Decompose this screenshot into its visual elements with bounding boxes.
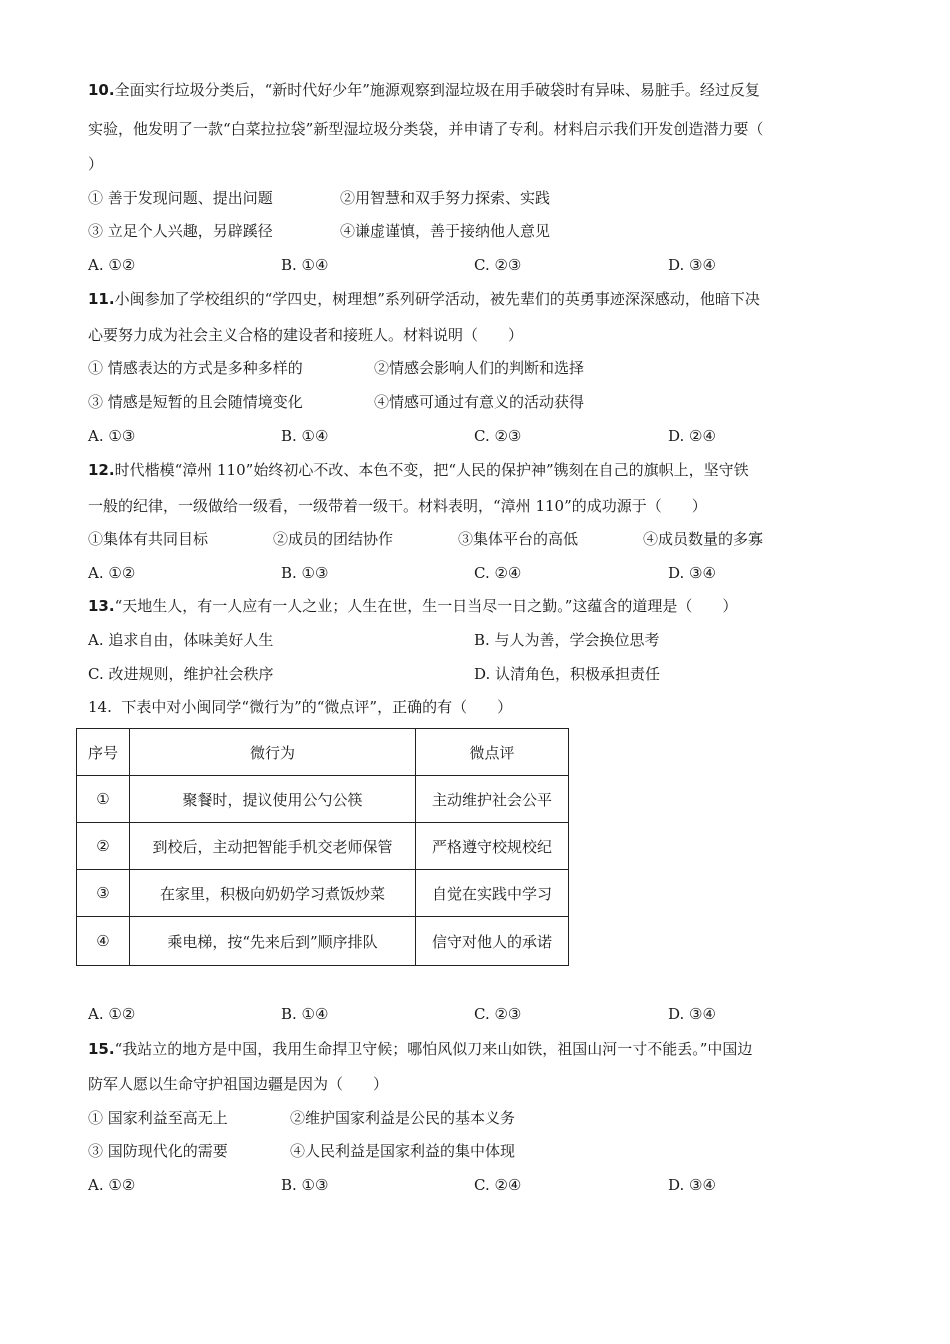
choice-a: A. ①②: [88, 1005, 136, 1023]
table-cell: 自觉在实践中学习: [416, 870, 569, 917]
statement-4: ④情感可通过有意义的活动获得: [374, 393, 585, 411]
choice-a: A. ①②: [88, 1176, 136, 1194]
choice-d: D. ③④: [668, 256, 716, 274]
choice-c: C. 改进规则，维护社会秩序: [88, 665, 274, 683]
choice-d: D. ②④: [668, 427, 716, 445]
table-cell: 到校后，主动把智能手机交老师保管: [130, 823, 416, 870]
statement-3: ③ 情感是短暂的且会随情境变化: [88, 393, 303, 411]
question-number: 14.: [88, 698, 112, 716]
statement-1: ①集体有共同目标: [88, 530, 209, 548]
table-row: [77, 870, 569, 917]
statement-3: ③集体平台的高低: [458, 530, 579, 548]
statement-4: ④人民利益是国家利益的集中体现: [290, 1142, 516, 1160]
table-row: [77, 917, 569, 966]
choice-d: D. ③④: [668, 564, 716, 582]
statement-2: ②维护国家利益是公民的基本义务: [290, 1109, 516, 1127]
choice-b: B. ①③: [281, 1176, 329, 1194]
question-11-stem-line-2: 心要努力成为社会主义合格的建设者和接班人。材料说明（ ）: [88, 326, 524, 344]
question-10-stem-line-3: ）: [88, 155, 104, 173]
choice-a: A. 追求自由，体味美好人生: [88, 631, 274, 649]
table-header-cell: 微点评: [416, 729, 569, 776]
table-cell: 严格遵守校规校纪: [416, 823, 569, 870]
statement-1: ① 情感表达的方式是多种多样的: [88, 359, 303, 377]
micro-behavior-table: [76, 728, 569, 966]
choice-b: B. ①④: [281, 1005, 329, 1023]
choice-b: B. ①③: [281, 564, 329, 582]
choice-c: C. ②④: [474, 1176, 522, 1194]
question-number: 15.: [88, 1040, 115, 1058]
question-15-stem-line-1: 15.“我站立的地方是中国，我用生命捍卫守候；哪怕风似刀来山如铁，祖国山河一寸不能丢。”中国边: [88, 1040, 753, 1058]
table-cell: 在家里，积极向奶奶学习煮饭炒菜: [130, 870, 416, 917]
question-number: 13.: [88, 597, 115, 615]
table-row: [77, 823, 569, 870]
table-cell: 主动维护社会公平: [416, 776, 569, 823]
statement-1: ① 国家利益至高无上: [88, 1109, 228, 1127]
table-cell: ②: [77, 823, 130, 870]
table-header-cell: 序号: [77, 729, 130, 776]
statement-2: ②用智慧和双手努力探索、实践: [340, 189, 551, 207]
statement-4: ④成员数量的多寡: [643, 530, 764, 548]
table-header-row: [77, 729, 569, 776]
choice-d: D. ③④: [668, 1005, 716, 1023]
choice-b: B. ①④: [281, 427, 329, 445]
question-15-stem-line-2: 防军人愿以生命守护祖国边疆是因为（ ）: [88, 1075, 389, 1093]
question-12-stem-line-2: 一般的纪律，一级做给一级看，一级带着一级干。材料表明，“漳州 110”的成功源于（ ）: [88, 497, 707, 515]
question-13-stem-line-1: 13.“天地生人，有一人应有一人之业；人生在世，生一日当尽一日之勤。”这蕴含的道理是（ ）: [88, 597, 738, 615]
choice-b: B. 与人为善，学会换位思考: [474, 631, 660, 649]
statement-3: ③ 国防现代化的需要: [88, 1142, 228, 1160]
statement-2: ②情感会影响人们的判断和选择: [374, 359, 585, 377]
statement-1: ① 善于发现问题、提出问题: [88, 189, 273, 207]
question-11-stem-line-1: 11.小闽参加了学校组织的“学四史，树理想”系列研学活动，被先辈们的英勇事迹深深感动，他暗下决: [88, 290, 760, 308]
table-cell: ③: [77, 870, 130, 917]
question-number: 12.: [88, 461, 115, 479]
choice-c: C. ②③: [474, 256, 522, 274]
table-cell: ④: [77, 917, 130, 966]
choice-a: A. ①②: [88, 564, 136, 582]
table-cell: 信守对他人的承诺: [416, 917, 569, 966]
table-cell: 乘电梯，按“先来后到”顺序排队: [130, 917, 416, 966]
question-12-stem-line-1: 12.时代楷模“漳州 110”始终初心不改、本色不变，把“人民的保护神”镌刻在自己的旗帜上，坚守铁: [88, 461, 749, 479]
table-cell: 聚餐时，提议使用公勺公筷: [130, 776, 416, 823]
table-cell: ①: [77, 776, 130, 823]
choice-c: C. ②③: [474, 427, 522, 445]
choice-b: B. ①④: [281, 256, 329, 274]
statement-3: ③ 立足个人兴趣，另辟蹊径: [88, 222, 273, 240]
question-10-stem-line-1: 10.全面实行垃圾分类后，“新时代好少年”施源观察到湿垃圾在用手破袋时有异味、易脏手。经过反复: [88, 81, 760, 99]
statement-2: ②成员的团结协作: [273, 530, 394, 548]
choice-a: A. ①③: [88, 427, 136, 445]
choice-c: C. ②③: [474, 1005, 522, 1023]
choice-d: D. ③④: [668, 1176, 716, 1194]
table-row: [77, 776, 569, 823]
table-header-cell: 微行为: [130, 729, 416, 776]
choice-a: A. ①②: [88, 256, 136, 274]
choice-d: D. 认清角色，积极承担责任: [474, 665, 661, 683]
question-number: 10.: [88, 81, 115, 99]
question-number: 11.: [88, 290, 115, 308]
question-14-stem-line-1: 14. 下表中对小闽同学“微行为”的“微点评”，正确的有（ ）: [88, 698, 513, 716]
question-10-stem-line-2: 实验，他发明了一款“白菜拉拉袋”新型湿垃圾分类袋，并申请了专利。材料启示我们开发创造潜力要（: [88, 120, 764, 138]
statement-4: ④谦虚谨慎，善于接纳他人意见: [340, 222, 551, 240]
choice-c: C. ②④: [474, 564, 522, 582]
